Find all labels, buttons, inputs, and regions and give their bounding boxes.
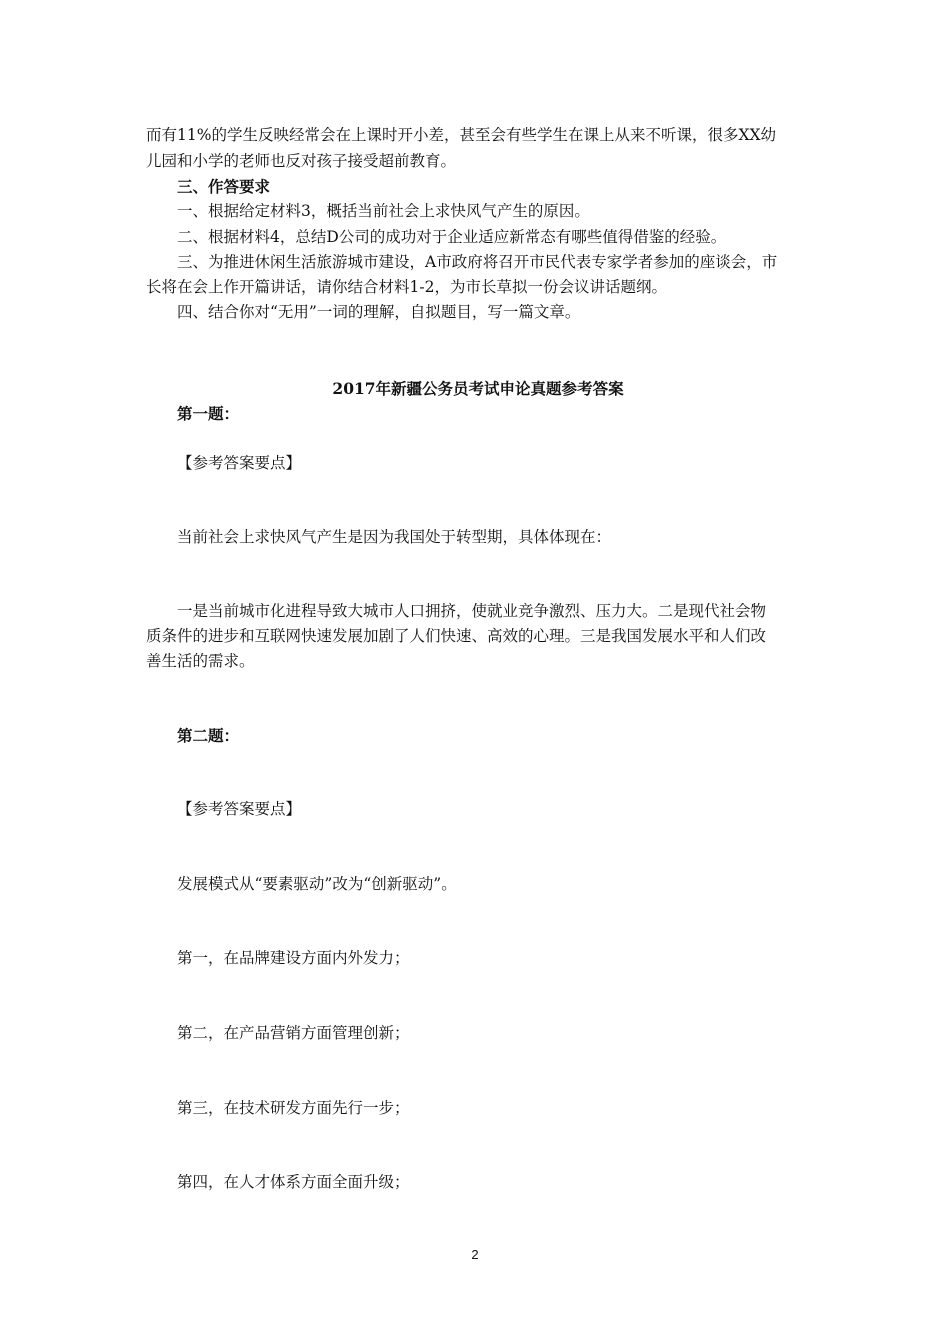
question-1: 一、根据给定材料3，概括当前社会上求快风气产生的原因。 — [177, 202, 590, 220]
section-heading: 三、作答要求 — [177, 177, 271, 196]
answer-point: 第四，在人才体系方面全面升级； — [177, 1173, 410, 1191]
question-4: 四、结合你对“无用”一词的理解，自拟题目，写一篇文章。 — [177, 303, 581, 321]
answer-points-label: 【参考答案要点】 — [177, 454, 302, 472]
page-number: 2 — [471, 1247, 479, 1262]
answer-point: 第一，在品牌建设方面内外发力； — [177, 949, 410, 967]
question-3: 三、为推进休闲生活旅游城市建设，A市政府将召开市民代表专家学者参加的座谈会，市 — [177, 253, 778, 271]
answer-body-line: 一是当前城市化进程导致大城市人口拥挤，使就业竞争激烈、压力大。二是现代社会物 — [177, 602, 767, 620]
intro-text-line: 儿园和小学的老师也反对孩子接受超前教育。 — [146, 152, 457, 170]
answer-intro: 当前社会上求快风气产生是因为我国处于转型期，具体体现在： — [177, 528, 612, 546]
answer-point: 第二，在产品营销方面管理创新； — [177, 1024, 410, 1042]
answer-body-line: 质条件的进步和互联网快速发展加剧了人们快速、高效的心理。三是我国发展水平和人们改 — [146, 627, 767, 645]
question-3-continued: 长将在会上作开篇讲话，请你结合材料1-2，为市长草拟一份会议讲话题纲。 — [146, 278, 667, 296]
answer-intro: 发展模式从“要素驱动”改为“创新驱动”。 — [177, 875, 457, 893]
answer-body-line: 善生活的需求。 — [146, 652, 255, 670]
question-1-heading: 第一题： — [177, 404, 240, 423]
question-2: 二、根据材料4，总结D公司的成功对于企业适应新常态有哪些值得借鉴的经验。 — [177, 228, 727, 246]
answer-point: 第三，在技术研发方面先行一步； — [177, 1099, 410, 1117]
intro-text-line: 而有11%的学生反映经常会在上课时开小差，甚至会有些学生在课上从来不听课，很多XX幼 — [146, 126, 777, 144]
answers-title: 2017年新疆公务员考试申论真题参考答案 — [332, 379, 624, 398]
answer-points-label: 【参考答案要点】 — [177, 800, 302, 818]
question-2-heading: 第二题： — [177, 726, 240, 745]
